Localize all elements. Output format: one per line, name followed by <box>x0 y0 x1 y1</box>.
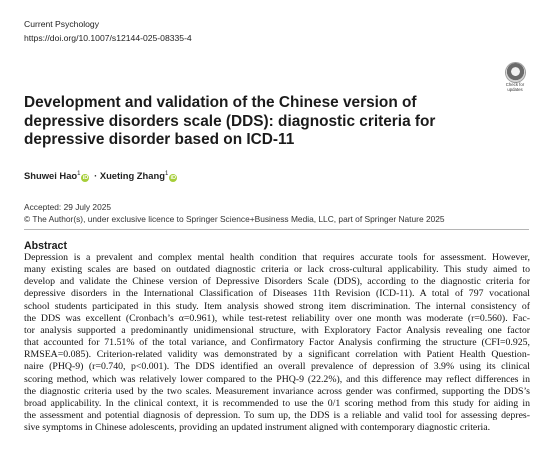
author-affiliation: 1 <box>77 170 81 177</box>
orcid-icon[interactable]: iD <box>170 175 177 181</box>
abstract-line: naire (PHQ-9) (r=0.740, p<0.001). The DDS identified an overall prevalence of depression of 3.9% using its clinical <box>24 361 530 373</box>
abstract-line: many existing scales are based on outdated diagnostic criteria or lack cross-cultural applicability. This study aimed to <box>24 264 530 276</box>
abstract-line: the DDS was excellent (Cronbach’s α=0.961), while test-retest reliability over one month was moderate (r=0.560). Fac- <box>24 312 530 324</box>
doi-link[interactable]: https://doi.org/10.1007/s12144-025-08335-4 <box>24 33 192 43</box>
abstract-line: Depression is a prevalent and complex mental health condition that requires accurate tools for assessment. However, <box>24 252 530 263</box>
abstract-line: RMSEA=0.085). Criterion-related validity was demonstrated by a significant correlation with Patient Health Question- <box>24 349 530 361</box>
author-name[interactable]: Xueting Zhang <box>99 170 165 181</box>
check-for-updates-line2: updates <box>507 86 523 92</box>
abstract-body <box>24 252 530 434</box>
check-for-updates-badge[interactable] <box>501 63 529 95</box>
check-for-updates-icon <box>506 63 525 82</box>
abstract-line: the assessment and potential diagnosis of depression. To sum up, the DDS is a reliable and valid tool for assessing depres- <box>24 410 530 422</box>
orcid-icon[interactable]: iD <box>82 175 89 181</box>
abstract-heading: Abstract <box>24 240 67 252</box>
journal-name: Current Psychology <box>24 19 99 29</box>
article-title: Development and validation of the Chinese version of depressive disorders scale (DDS): diagnostic criteria for depressive disorder based on ICD-11 <box>24 94 436 149</box>
author-name[interactable]: Shuwei Hao <box>24 170 78 181</box>
abstract-line: school students participated in this study. Item analysis showed strong item discrimination. The internal consistency of <box>24 300 530 312</box>
abstract-line: scoring method, which was relatively lower compared to the PHQ-9 (22.2%), and this difference may reflect differences in <box>24 373 530 385</box>
abstract-line: that accounted for 71.51% of the total variance, and Confirmatory Factor Analysis confirming the structure (CFI=0.925, <box>24 337 530 349</box>
author-affiliation: 1 <box>164 170 169 177</box>
check-for-updates-label <box>506 83 524 93</box>
abstract-line: tor analysis supported a predominantly unidimensional structure, with Exploratory Factor Analysis revealing one factor <box>24 324 530 336</box>
copyright-notice: © The Author(s), under exclusive licence to Springer Science+Business Media, LLC, part of Springer Nature 2025 <box>24 214 445 224</box>
accepted-date: Accepted: 29 July 2025 <box>24 202 112 212</box>
check-for-updates-line1: Check for <box>505 82 525 87</box>
abstract-line: broad applicability. In the clinical context, it is recommended to use the 0/1 scoring method from this study for aiding in <box>24 397 530 409</box>
abstract-line: depressive disorders in the International Classification of Diseases 11th Revision (ICD-11). A total of 797 vocational <box>24 288 530 300</box>
abstract-line: develop and validate the Chinese version of Depressive Disorders Scale (DDS), according to the diagnostic criteria for <box>24 276 530 288</box>
abstract-line: the diagnostic criteria used by the two scales. Measurement invariance across gender was confirmed, supporting the DDS’s <box>24 385 530 397</box>
divider <box>24 229 529 230</box>
author-list <box>24 170 179 182</box>
author-separator: · <box>94 170 98 181</box>
abstract-line: sive symptoms in Chinese adolescents, providing an updated instrument aligned with contemporary diagnostic criteria. <box>24 422 491 434</box>
